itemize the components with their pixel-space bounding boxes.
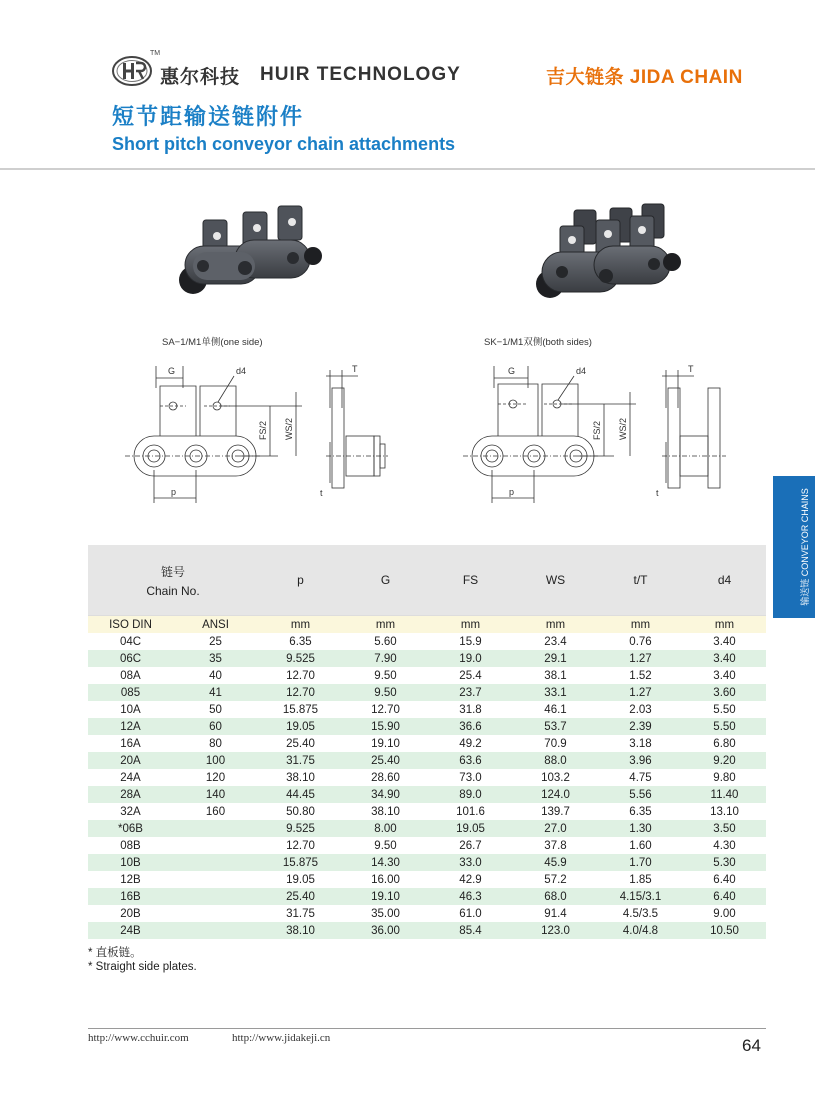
table-cell bbox=[173, 871, 258, 888]
table-cell: 3.50 bbox=[683, 820, 766, 837]
table-cell bbox=[173, 854, 258, 871]
table-cell: 103.2 bbox=[513, 769, 598, 786]
table-cell: 19.05 bbox=[258, 718, 343, 735]
table-cell: 46.3 bbox=[428, 888, 513, 905]
chain-no-header-cn: 链号 bbox=[160, 564, 185, 579]
table-cell: 13.10 bbox=[683, 803, 766, 820]
column-header: d4 bbox=[683, 545, 766, 616]
table-cell: 38.10 bbox=[258, 769, 343, 786]
table-cell: 1.52 bbox=[598, 667, 683, 684]
table-row bbox=[88, 667, 766, 684]
table-cell: 42.9 bbox=[428, 871, 513, 888]
table-cell: 15.875 bbox=[258, 701, 343, 718]
table-cell: 4.5/3.5 bbox=[598, 905, 683, 922]
subheader-cell: mm bbox=[428, 616, 513, 634]
subheader-cell: ANSI bbox=[173, 616, 258, 634]
table-cell: 12.70 bbox=[258, 837, 343, 854]
table-cell: 8.00 bbox=[343, 820, 428, 837]
table-cell bbox=[173, 888, 258, 905]
table-cell: 25.40 bbox=[258, 888, 343, 905]
table-cell: 27.0 bbox=[513, 820, 598, 837]
table-cell: 160 bbox=[173, 803, 258, 820]
table-cell: 20A bbox=[88, 752, 173, 769]
table-row bbox=[88, 888, 766, 905]
partner-brand: 吉大链条 JIDA CHAIN bbox=[546, 67, 743, 88]
table-cell: 3.40 bbox=[683, 667, 766, 684]
table-cell: 12.70 bbox=[343, 701, 428, 718]
table-cell: 04C bbox=[88, 633, 173, 650]
figure-caption-sa: SA−1/M1单侧(one side) bbox=[162, 337, 263, 348]
table-cell: 25.4 bbox=[428, 667, 513, 684]
column-header: FS bbox=[428, 545, 513, 616]
table-cell: 70.9 bbox=[513, 735, 598, 752]
dim-label-fs2: FS/2 bbox=[258, 420, 268, 440]
dim-label-d4: d4 bbox=[576, 366, 587, 376]
sk-end-view bbox=[656, 364, 726, 498]
table-cell: 63.6 bbox=[428, 752, 513, 769]
dim-label-p: p bbox=[509, 487, 515, 497]
dim-label-t-upper: T bbox=[352, 364, 358, 374]
footer-link-jidakeji[interactable]: http://www.jidakeji.cn bbox=[232, 1032, 331, 1044]
table-cell: 29.1 bbox=[513, 650, 598, 667]
column-header: p bbox=[258, 545, 343, 616]
subheader-cell: mm bbox=[258, 616, 343, 634]
dim-label-d4: d4 bbox=[236, 366, 247, 376]
table-cell: 120 bbox=[173, 769, 258, 786]
table-cell: 15.875 bbox=[258, 854, 343, 871]
table-cell: 3.40 bbox=[683, 633, 766, 650]
table-cell: 7.90 bbox=[343, 650, 428, 667]
table-row bbox=[88, 803, 766, 820]
table-cell: 46.1 bbox=[513, 701, 598, 718]
table-cell: 4.30 bbox=[683, 837, 766, 854]
table-cell: 16B bbox=[88, 888, 173, 905]
table-cell: 12.70 bbox=[258, 684, 343, 701]
hr-monogram-logo-icon bbox=[112, 56, 152, 86]
table-cell: 19.05 bbox=[258, 871, 343, 888]
table-cell: 10A bbox=[88, 701, 173, 718]
dim-label-g: G bbox=[508, 366, 516, 376]
subheader-cell: ISO DIN bbox=[88, 616, 173, 634]
dim-label-g: G bbox=[168, 366, 176, 376]
dim-label-ws2: WS/2 bbox=[284, 417, 294, 440]
table-cell bbox=[173, 837, 258, 854]
table-cell: 3.60 bbox=[683, 684, 766, 701]
table-row bbox=[88, 786, 766, 803]
table-row bbox=[88, 650, 766, 667]
table-cell: 35 bbox=[173, 650, 258, 667]
table-cell: 11.40 bbox=[683, 786, 766, 803]
table-header-row bbox=[88, 545, 766, 616]
table-cell: 3.96 bbox=[598, 752, 683, 769]
table-row bbox=[88, 769, 766, 786]
sk-side-view bbox=[463, 366, 636, 503]
table-cell: 73.0 bbox=[428, 769, 513, 786]
brand-name-cn: 惠尔科技 bbox=[160, 67, 241, 88]
table-cell: 31.8 bbox=[428, 701, 513, 718]
table-cell: 38.1 bbox=[513, 667, 598, 684]
table-cell: 61.0 bbox=[428, 905, 513, 922]
footnote-en: * Straight side plates. bbox=[88, 961, 197, 973]
table-cell: 1.30 bbox=[598, 820, 683, 837]
table-cell: 100 bbox=[173, 752, 258, 769]
chain-no-header bbox=[88, 545, 258, 616]
table-cell: 6.40 bbox=[683, 888, 766, 905]
footer-link-cchuir[interactable]: http://www.cchuir.com bbox=[88, 1032, 189, 1044]
table-row bbox=[88, 633, 766, 650]
dim-label-ws2: WS/2 bbox=[618, 417, 628, 440]
table-cell: 12A bbox=[88, 718, 173, 735]
table-cell: 9.50 bbox=[343, 667, 428, 684]
table-cell: 1.85 bbox=[598, 871, 683, 888]
table-cell: 25.40 bbox=[258, 735, 343, 752]
table-row bbox=[88, 854, 766, 871]
table-cell: 24A bbox=[88, 769, 173, 786]
table-cell: 35.00 bbox=[343, 905, 428, 922]
table-cell: 9.50 bbox=[343, 684, 428, 701]
table-cell: 23.4 bbox=[513, 633, 598, 650]
section-side-tab bbox=[773, 476, 815, 618]
brand-name-en: HUIR TECHNOLOGY bbox=[260, 64, 461, 85]
table-row bbox=[88, 735, 766, 752]
table-cell: 140 bbox=[173, 786, 258, 803]
column-header: G bbox=[343, 545, 428, 616]
table-cell: 40 bbox=[173, 667, 258, 684]
table-cell: 101.6 bbox=[428, 803, 513, 820]
page-number: 64 bbox=[742, 1036, 761, 1055]
table-cell: 12.70 bbox=[258, 667, 343, 684]
table-cell: 9.20 bbox=[683, 752, 766, 769]
table-row bbox=[88, 701, 766, 718]
table-row bbox=[88, 871, 766, 888]
table-cell: 23.7 bbox=[428, 684, 513, 701]
table-cell: 49.2 bbox=[428, 735, 513, 752]
table-cell: 19.10 bbox=[343, 735, 428, 752]
table-cell: 12B bbox=[88, 871, 173, 888]
spec-table bbox=[88, 545, 766, 939]
table-cell: 15.90 bbox=[343, 718, 428, 735]
dim-label-t-lower: t bbox=[320, 488, 323, 498]
side-tab-label: 输送链 CONVEYOR CHAINS bbox=[799, 488, 810, 606]
table-cell: 9.00 bbox=[683, 905, 766, 922]
table-cell: 31.75 bbox=[258, 905, 343, 922]
table-row bbox=[88, 684, 766, 701]
sa-chain-photo bbox=[165, 196, 335, 314]
table-cell: 25 bbox=[173, 633, 258, 650]
table-cell: 68.0 bbox=[513, 888, 598, 905]
table-cell: 28.60 bbox=[343, 769, 428, 786]
table-cell: 5.56 bbox=[598, 786, 683, 803]
subheader-cell: mm bbox=[513, 616, 598, 634]
table-cell: 2.39 bbox=[598, 718, 683, 735]
table-cell: 124.0 bbox=[513, 786, 598, 803]
table-cell: 36.6 bbox=[428, 718, 513, 735]
table-cell bbox=[173, 905, 258, 922]
column-header: t/T bbox=[598, 545, 683, 616]
table-cell: 5.50 bbox=[683, 701, 766, 718]
table-cell: 50.80 bbox=[258, 803, 343, 820]
table-cell: 33.0 bbox=[428, 854, 513, 871]
table-row bbox=[88, 752, 766, 769]
table-cell: 34.90 bbox=[343, 786, 428, 803]
chain-no-header-en: Chain No. bbox=[146, 583, 200, 598]
table-cell: 37.8 bbox=[513, 837, 598, 854]
table-cell: 085 bbox=[88, 684, 173, 701]
table-row bbox=[88, 922, 766, 939]
table-cell: 08A bbox=[88, 667, 173, 684]
table-cell: 14.30 bbox=[343, 854, 428, 871]
subheader-cell: mm bbox=[683, 616, 766, 634]
table-cell: 6.40 bbox=[683, 871, 766, 888]
table-cell: 45.9 bbox=[513, 854, 598, 871]
table-cell: 9.80 bbox=[683, 769, 766, 786]
table-cell: 38.10 bbox=[258, 922, 343, 939]
table-subheader-row bbox=[88, 616, 766, 634]
table-cell: 1.70 bbox=[598, 854, 683, 871]
table-cell: 1.27 bbox=[598, 684, 683, 701]
subheader-cell: mm bbox=[598, 616, 683, 634]
table-cell: 9.525 bbox=[258, 650, 343, 667]
sk-chain-photo bbox=[522, 198, 692, 316]
table-cell: 5.30 bbox=[683, 854, 766, 871]
page-title-cn: 短节距输送链附件 bbox=[112, 104, 305, 129]
table-cell: 9.525 bbox=[258, 820, 343, 837]
table-cell: 19.05 bbox=[428, 820, 513, 837]
table-cell: 4.0/4.8 bbox=[598, 922, 683, 939]
table-cell: 139.7 bbox=[513, 803, 598, 820]
table-cell: 10.50 bbox=[683, 922, 766, 939]
table-cell: 5.60 bbox=[343, 633, 428, 650]
table-cell bbox=[173, 922, 258, 939]
table-row bbox=[88, 905, 766, 922]
trademark-mark: TM bbox=[150, 50, 161, 57]
table-cell: 3.18 bbox=[598, 735, 683, 752]
table-cell bbox=[173, 820, 258, 837]
table-cell: 38.10 bbox=[343, 803, 428, 820]
table-cell: 06C bbox=[88, 650, 173, 667]
table-cell: 53.7 bbox=[513, 718, 598, 735]
table-cell: 57.2 bbox=[513, 871, 598, 888]
table-cell: 19.10 bbox=[343, 888, 428, 905]
table-cell: 6.35 bbox=[598, 803, 683, 820]
table-cell: 41 bbox=[173, 684, 258, 701]
table-cell: 26.7 bbox=[428, 837, 513, 854]
column-header: WS bbox=[513, 545, 598, 616]
dim-label-p: p bbox=[171, 487, 177, 497]
table-cell: 50 bbox=[173, 701, 258, 718]
figure-caption-sk: SK−1/M1双侧(both sides) bbox=[484, 337, 592, 348]
table-row bbox=[88, 718, 766, 735]
table-cell: 44.45 bbox=[258, 786, 343, 803]
table-cell: 25.40 bbox=[343, 752, 428, 769]
table-cell: 85.4 bbox=[428, 922, 513, 939]
table-cell: 2.03 bbox=[598, 701, 683, 718]
table-cell: 6.80 bbox=[683, 735, 766, 752]
sk-technical-drawing bbox=[458, 358, 728, 508]
table-cell: 32A bbox=[88, 803, 173, 820]
table-cell: 08B bbox=[88, 837, 173, 854]
table-cell: 20B bbox=[88, 905, 173, 922]
table-cell: 24B bbox=[88, 922, 173, 939]
dim-label-t-lower: t bbox=[656, 488, 659, 498]
table-cell: 28A bbox=[88, 786, 173, 803]
table-cell: 1.27 bbox=[598, 650, 683, 667]
table-cell: 4.75 bbox=[598, 769, 683, 786]
table-cell: 60 bbox=[173, 718, 258, 735]
table-cell: 16.00 bbox=[343, 871, 428, 888]
table-cell: 89.0 bbox=[428, 786, 513, 803]
table-cell: 3.40 bbox=[683, 650, 766, 667]
page-title-en: Short pitch conveyor chain attachments bbox=[112, 134, 456, 154]
table-cell: 4.15/3.1 bbox=[598, 888, 683, 905]
table-cell: 31.75 bbox=[258, 752, 343, 769]
table-cell: 15.9 bbox=[428, 633, 513, 650]
sa-end-view bbox=[320, 364, 388, 498]
header-divider bbox=[0, 168, 815, 170]
table-cell: 91.4 bbox=[513, 905, 598, 922]
footnote-cn: * 直板链。 bbox=[88, 947, 142, 959]
table-cell: *06B bbox=[88, 820, 173, 837]
table-cell: 6.35 bbox=[258, 633, 343, 650]
table-row bbox=[88, 820, 766, 837]
footer-divider bbox=[88, 1028, 766, 1029]
table-cell: 33.1 bbox=[513, 684, 598, 701]
table-cell: 80 bbox=[173, 735, 258, 752]
table-cell: 5.50 bbox=[683, 718, 766, 735]
sa-side-view bbox=[125, 366, 302, 503]
table-cell: 9.50 bbox=[343, 837, 428, 854]
table-cell: 10B bbox=[88, 854, 173, 871]
table-cell: 16A bbox=[88, 735, 173, 752]
dim-label-fs2: FS/2 bbox=[592, 420, 602, 440]
table-cell: 1.60 bbox=[598, 837, 683, 854]
table-row bbox=[88, 837, 766, 854]
table-cell: 0.76 bbox=[598, 633, 683, 650]
sa-technical-drawing bbox=[120, 358, 390, 508]
table-body bbox=[88, 633, 766, 939]
dim-label-t-upper: T bbox=[688, 364, 694, 374]
table-cell: 36.00 bbox=[343, 922, 428, 939]
subheader-cell: mm bbox=[343, 616, 428, 634]
table-cell: 123.0 bbox=[513, 922, 598, 939]
table-cell: 88.0 bbox=[513, 752, 598, 769]
table-cell: 19.0 bbox=[428, 650, 513, 667]
